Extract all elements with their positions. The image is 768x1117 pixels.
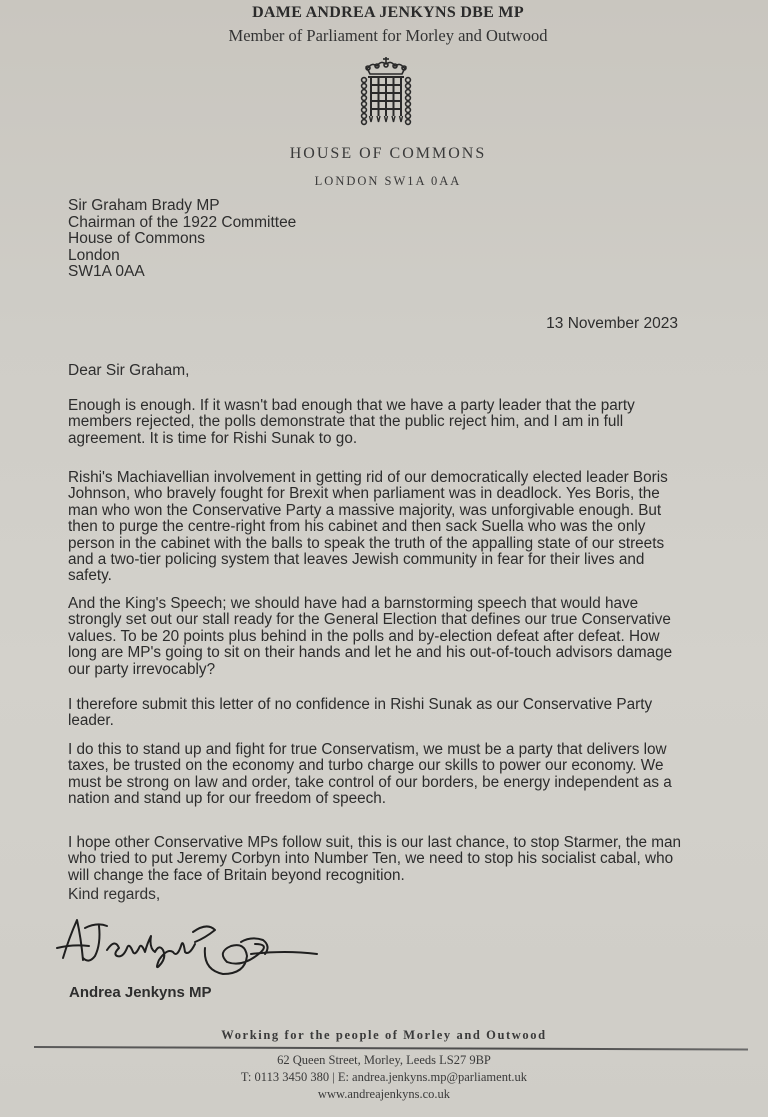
institution-address: LONDON SW1A 0AA: [314, 174, 462, 188]
recipient-line: Chairman of the 1922 Committee: [68, 213, 297, 231]
body-paragraph: I hope other Conservative MPs follow suit, this is our last chance, to stop Starmer, the man who tried to put Jeremy Corbyn into Number Ten, we need to stop his socialist cabal, who will change the face of Britain beyond recognition.: [68, 834, 682, 884]
letter-date: 13 November 2023: [546, 315, 678, 332]
closing: Kind regards,: [68, 886, 161, 903]
body-paragraph: I therefore submit this letter of no confidence in Rishi Sunak as our Conservative Party leader.: [68, 696, 653, 730]
recipient-line: House of Commons: [68, 230, 205, 247]
salutation: Dear Sir Graham,: [68, 362, 190, 379]
body-paragraph: Enough is enough. If it wasn't bad enough that we have a party leader that the party members rejected, the polls demonstrate that the public reject him, and I am in full agreement. It is time for Rishi Sunak to go.: [68, 397, 635, 447]
footer-divider: [34, 1046, 748, 1050]
letterhead-role: Member of Parliament for Morley and Outwood: [228, 26, 548, 45]
footer-website: www.andreajenkyns.co.uk: [317, 1087, 451, 1101]
portcullis-icon: [358, 56, 414, 126]
footer-tagline: Working for the people of Morley and Outwood: [221, 1028, 547, 1042]
footer-address: 62 Queen Street, Morley, Leeds LS27 9BP: [277, 1053, 491, 1067]
letterhead-name: DAME ANDREA JENKYNS DBE MP: [252, 4, 524, 21]
signatory-name: Andrea Jenkyns MP: [69, 984, 212, 1001]
signature-icon: [55, 908, 325, 983]
body-paragraph: I do this to stand up and fight for true Conservatism, we must be a party that delivers low taxes, be trusted on the economy and turbo charge our skills to power our economy. We must be strong on law and order, take control of our borders, be energy independent as a nation and stand up for our freedom of speech.: [68, 741, 672, 808]
recipient-line: Sir Graham Brady MP: [68, 197, 220, 214]
institution-title: HOUSE OF COMMONS: [289, 145, 487, 162]
body-paragraph: And the King's Speech; we should have had a barnstorming speech that would have strongly set out our stall ready for the General Election that defines our true Conservative values. To be 20 points plus behind in the polls and by-election defeat after defeat. How long are MP's going to sit on their hands and let he and his out-of-touch advisors damage our party irrevocably?: [68, 595, 673, 678]
recipient-line: London: [68, 246, 120, 264]
recipient-address-block: [68, 198, 296, 281]
body-paragraph: Rishi's Machiavellian involvement in getting rid of our democratically elected leader Boris Johnson, who bravely fought for Brexit when parliament was in deadlock. Yes Boris, the man who won the Conservative Party a massive majority, was unforgivable enough. But then to purge the centre-right from his cabinet and then sack Suella who was the only person in the cabinet with the balls to speak the truth of the appalling state of our streets and a two-tier policing system that leaves Jewish community in fear for their lives and safety.: [68, 469, 668, 585]
footer-contact: T: 0113 3450 380 | E: andrea.jenkyns.mp@parliament.uk: [240, 1070, 528, 1084]
recipient-line: SW1A 0AA: [68, 263, 145, 280]
